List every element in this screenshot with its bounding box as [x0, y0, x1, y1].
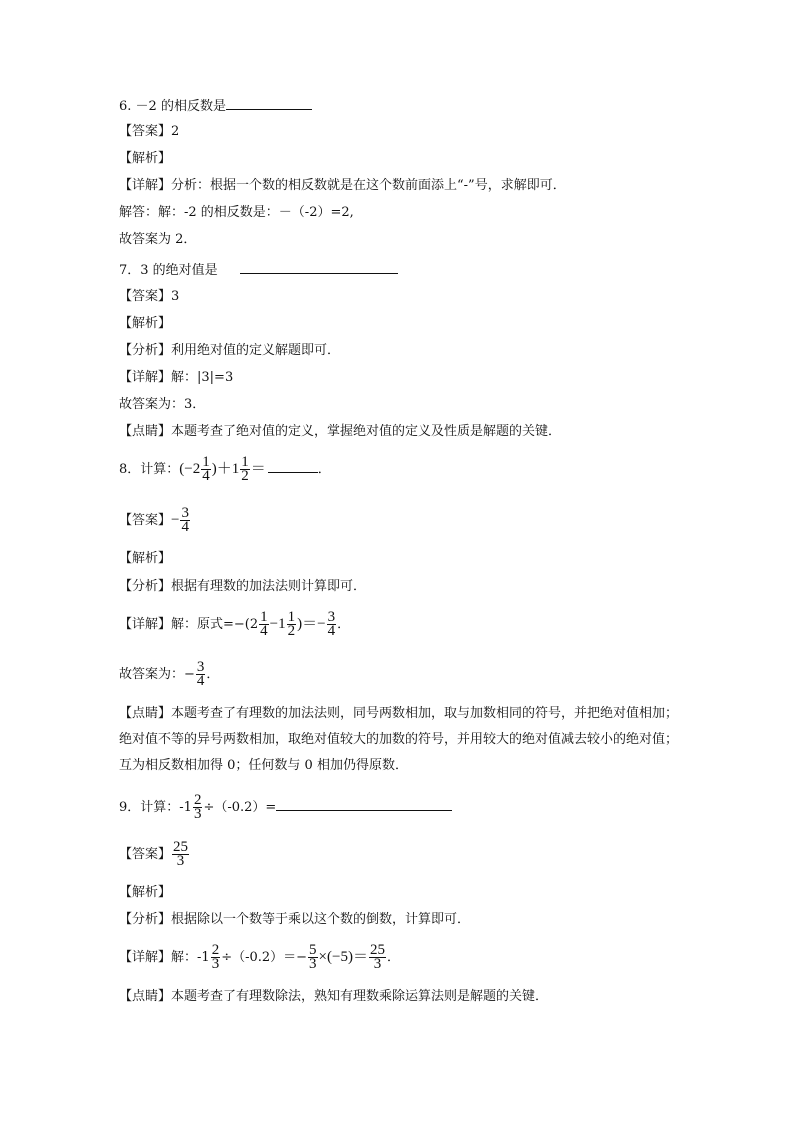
- fraction: $\frac{2}{3}$: [211, 942, 220, 972]
- q9-fenxi: 【分析】根据除以一个数等于乘以这个数的倒数，计算即可．: [119, 912, 471, 927]
- q8-question: 8．计算：(−2 $\frac{1}{4}$ )＋1 $\frac{1}{2}$ ＝ ．: [119, 454, 331, 484]
- q9-answer: 【答案】 $\frac{25}{3}$: [119, 839, 189, 869]
- q8-dianjing: 【点睛】本题考查了有理数的加法法则，同号两数相加，取与加数相同的符号，并把绝对值相加；绝对值不等的异号两数相加，取绝对值较大的加数的符号，并用较大的绝对值减去较小的绝对值；互为相反数相加得 0；任何数与 0 相加仍得原数．: [119, 706, 679, 773]
- fraction: $\frac{1}{2}$: [241, 454, 249, 484]
- answer-blank: [268, 460, 318, 473]
- fraction: $\frac{1}{4}$: [202, 454, 210, 484]
- q7-answer: 【答案】3: [119, 289, 180, 304]
- fraction: $\frac{3}{4}$: [181, 505, 189, 535]
- q6-analysis-tag: 【解析】: [119, 151, 172, 166]
- fraction: $\frac{2}{3}$: [193, 792, 202, 822]
- q8-answer: 【答案】− $\frac{3}{4}$: [119, 505, 189, 535]
- fraction: $\frac{3}{4}$: [327, 609, 336, 639]
- q7-question: 7．3 的绝对值是: [119, 261, 398, 279]
- q7-detail: 【详解】解：|3|=3: [119, 370, 234, 385]
- q8-fenxi: 【分析】根据有理数的加法法则计算即可．: [119, 579, 367, 594]
- answer-blank: [276, 798, 452, 811]
- fraction: $\frac{25}{3}$: [369, 942, 385, 972]
- fraction: $\frac{3}{4}$: [196, 659, 205, 689]
- fraction: $\frac{5}{3}$: [309, 942, 317, 972]
- q7-fenxi: 【分析】利用绝对值的定义解题即可．: [119, 343, 341, 358]
- q7-dianjing: 【点睛】本题考查了绝对值的定义，掌握绝对值的定义及性质是解题的关键．: [119, 424, 562, 439]
- fraction: $\frac{1}{2}$: [287, 609, 296, 639]
- q6-solution: 解答：解：-2 的相反数是：－（-2）=2,: [119, 205, 354, 220]
- q6-detail: 【详解】分析：根据一个数的相反数就是在这个数前面添上“-”号，求解即可．: [119, 178, 566, 193]
- answer-blank: [226, 97, 312, 110]
- fraction: $\frac{1}{4}$: [260, 609, 268, 639]
- q9-analysis-tag: 【解析】: [119, 885, 172, 900]
- q6-conclusion: 故答案为 2．: [119, 232, 197, 247]
- q8-analysis-tag: 【解析】: [119, 551, 172, 566]
- q7-conclusion: 故答案为：3．: [119, 397, 206, 412]
- q9-detail: 【详解】解：-1 $\frac{2}{3}$ ÷（-0.2）＝− $\frac{5}{3}$ ×(−5)＝ $\frac{25}{3}$ ．: [119, 942, 400, 972]
- q7-analysis-tag: 【解析】: [119, 316, 172, 331]
- answer-blank: [240, 261, 398, 274]
- q6-answer: 【答案】2: [119, 124, 180, 139]
- fraction: $\frac{25}{3}$: [173, 839, 189, 869]
- q9-dianjing: 【点睛】本题考查了有理数除法，熟知有理数乘除运算法则是解题的关键．: [119, 989, 549, 1004]
- q6-question: 6. －2 的相反数是: [119, 97, 312, 115]
- q9-question: 9．计算：-1 $\frac{2}{3}$ ÷（-0.2）=: [119, 793, 452, 823]
- q8-conclusion: 故答案为：− $\frac{3}{4}$ ．: [119, 659, 220, 689]
- q8-detail: 【详解】解：原式=−(2 $\frac{1}{4}$ −1 $\frac{1}{2}$ )＝− $\frac{3}{4}$ ．: [119, 609, 351, 639]
